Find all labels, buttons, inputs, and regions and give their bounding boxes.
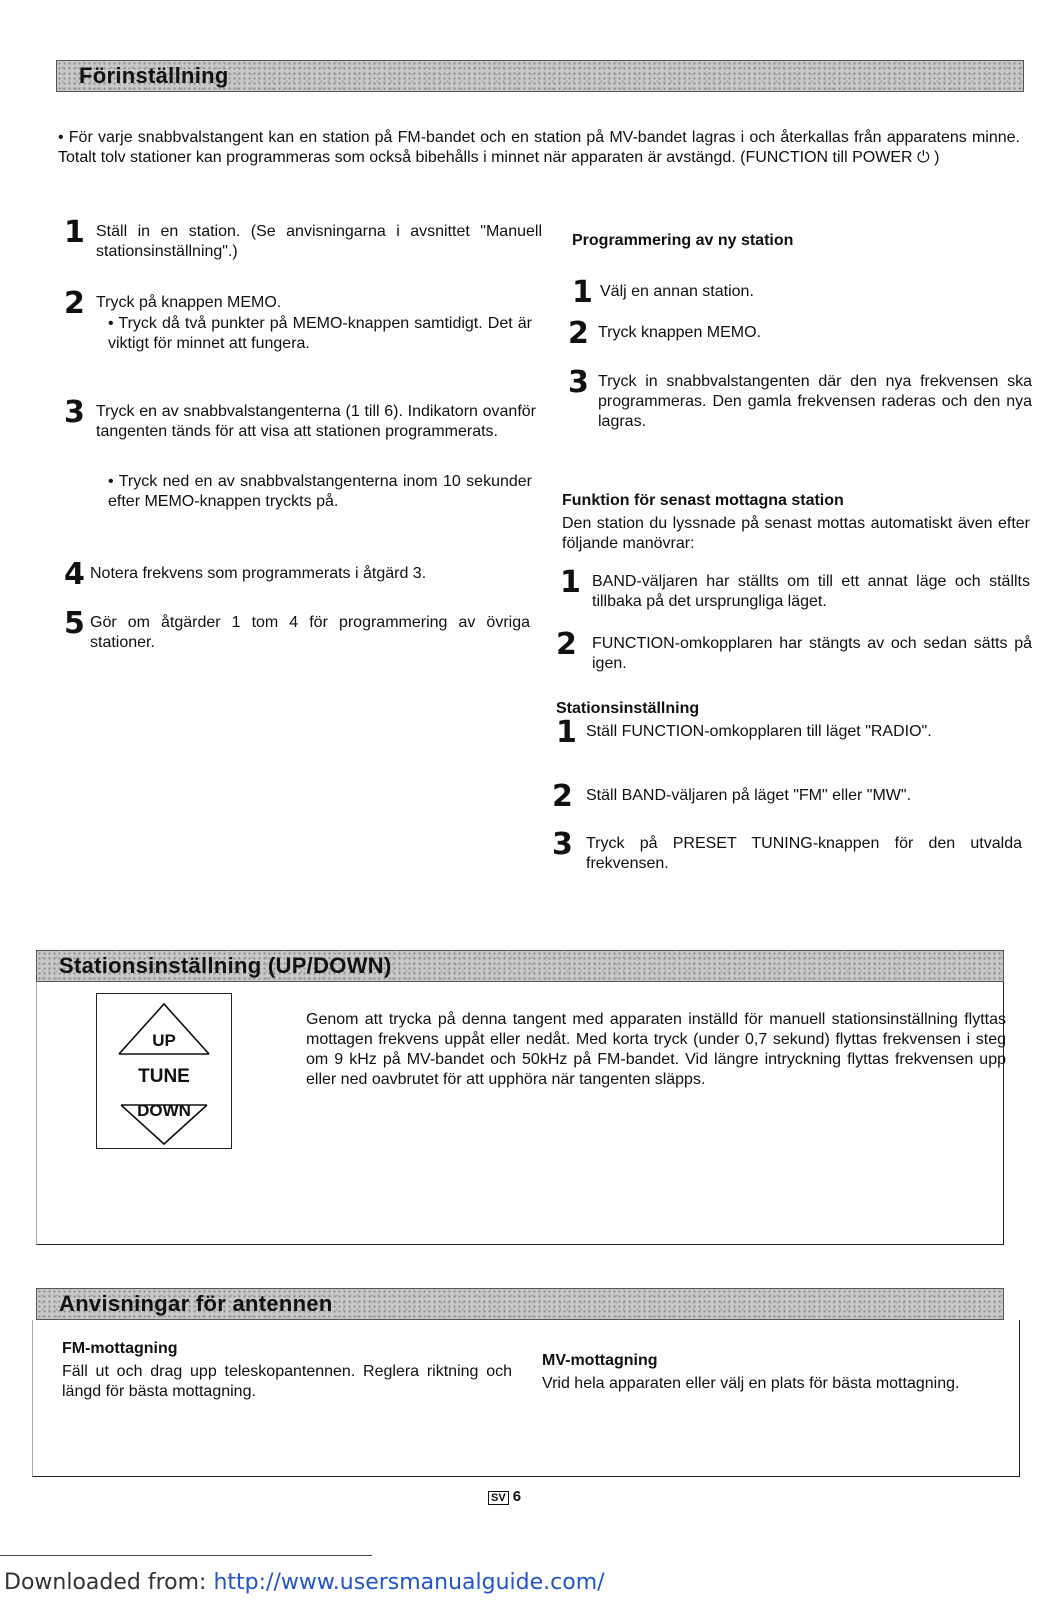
step-text: BAND-väljaren har ställts om till ett annat läge och ställts tillbaka på det ursprungliga läget. (592, 573, 1030, 610)
step-sub-note: • Tryck då två punkter på MEMO-knappen samtidigt. Det är viktigt för minnet att fungera. (108, 315, 532, 352)
section-header-stationsinstallning (36, 950, 1004, 982)
step-number: 2 (64, 286, 85, 321)
last-station-text: Den station du lyssnade på senast mottas automatiskt även efter följande manövrar: (562, 515, 1030, 552)
tune-down-label: DOWN (137, 1101, 191, 1120)
step-number: 4 (64, 557, 85, 592)
last-station-heading: Funktion för senast mottagna station (562, 492, 844, 509)
step-number: 1 (556, 715, 577, 750)
step-text: Tryck på knappen MEMO. (96, 294, 282, 311)
step-text: FUNCTION-omkopplaren har stängts av och sedan sätts på igen. (592, 635, 1032, 672)
step-number: 3 (552, 827, 573, 862)
download-link[interactable]: http://www.usersmanualguide.com/ (213, 1570, 605, 1595)
new-station-heading: Programmering av ny station (572, 232, 794, 249)
step-number: 2 (568, 316, 589, 351)
step-number: 1 (64, 215, 85, 250)
step-number: 1 (572, 275, 593, 310)
section-header-antenn (36, 1288, 1004, 1320)
tune-label: TUNE (138, 1066, 190, 1087)
step-text: Notera frekvens som programmerats i åtgärd 3. (90, 565, 427, 582)
step-number: 3 (64, 395, 85, 430)
tune-up-label: UP (152, 1031, 176, 1050)
step-text: Tryck en av snabbvalstangenterna (1 till 6). Indikatorn ovanför tangenten tänds för att visa att stationen programmerats. (96, 403, 536, 440)
step-text: Välj en annan station. (600, 283, 754, 300)
fm-text: Fäll ut och drag upp teleskopantennen. Reglera riktning och längd för bästa mottagning. (62, 1363, 512, 1400)
step-text: Tryck på PRESET TUNING-knappen för den utvalda frekvensen. (586, 835, 1022, 872)
mw-heading: MV-mottagning (542, 1352, 658, 1369)
step-text: Ställ FUNCTION-omkopplaren till läget "RADIO". (586, 723, 932, 740)
step-text: Ställ BAND-väljaren på läget "FM" eller "MW". (586, 787, 912, 804)
step-number: 2 (556, 627, 577, 662)
footer-divider (0, 1555, 372, 1556)
language-badge: SV (488, 1491, 509, 1505)
intro-paragraph: • För varje snabbvalstangent kan en station på FM-bandet och en station på MV-bandet lagras i och återkallas från apparatens minne. Totalt tolv stationer kan programmeras som också bibehålls i minnet när apparaten är avstängd. (FUNCTION till POWER ⏻ ) (58, 129, 1020, 166)
step-text: Ställ in en station. (Se anvisningarna i avsnittet "Manuell stationsinställning".) (96, 223, 542, 260)
section-title: Stationsinställning (UP/DOWN) (59, 953, 392, 978)
step-number: 5 (64, 606, 85, 641)
download-notice (4, 1570, 605, 1595)
step-text: Tryck in snabbvalstangenten där den nya frekvensen ska programmeras. Den gamla frekvensen raderas och den nya lagras. (598, 373, 1032, 430)
tune-description: Genom att trycka på denna tangent med apparaten inställd för manuell stationsinställning flyttas mottagen frekvens uppåt eller nedåt. Med korta tryck (under 0,7 sekund) flyttas frekvensen i steg om 9 kHz på MV-bandet och 50kHz på FM-bandet. Vid längre intryckning flyttas frekvensen upp eller ned oavbrutet för att upphöra när tangenten släpps. (306, 1011, 1006, 1088)
step-number: 3 (568, 365, 589, 400)
section-title: Anvisningar för antennen (59, 1291, 333, 1316)
step-number: 2 (552, 779, 573, 814)
page-number: 6 (512, 1488, 522, 1505)
step-number: 1 (560, 565, 581, 600)
mw-text: Vrid hela apparaten eller välj en plats för bästa mottagning. (542, 1375, 960, 1392)
section-header-forinstallning (56, 60, 1024, 92)
step-text: Gör om åtgärder 1 tom 4 för programmering av övriga stationer. (90, 614, 530, 651)
page-number-area (488, 1488, 521, 1505)
step-text: Tryck knappen MEMO. (598, 324, 762, 341)
fm-heading: FM-mottagning (62, 1340, 178, 1357)
download-label: Downloaded from: (4, 1570, 214, 1595)
tune-button-diagram (96, 993, 232, 1149)
step-sub-note: • Tryck ned en av snabbvalstangenterna inom 10 sekunder efter MEMO-knappen tryckts på. (108, 473, 532, 510)
station-setting-heading: Stationsinställning (556, 700, 700, 717)
section-title: Förinställning (79, 63, 229, 88)
